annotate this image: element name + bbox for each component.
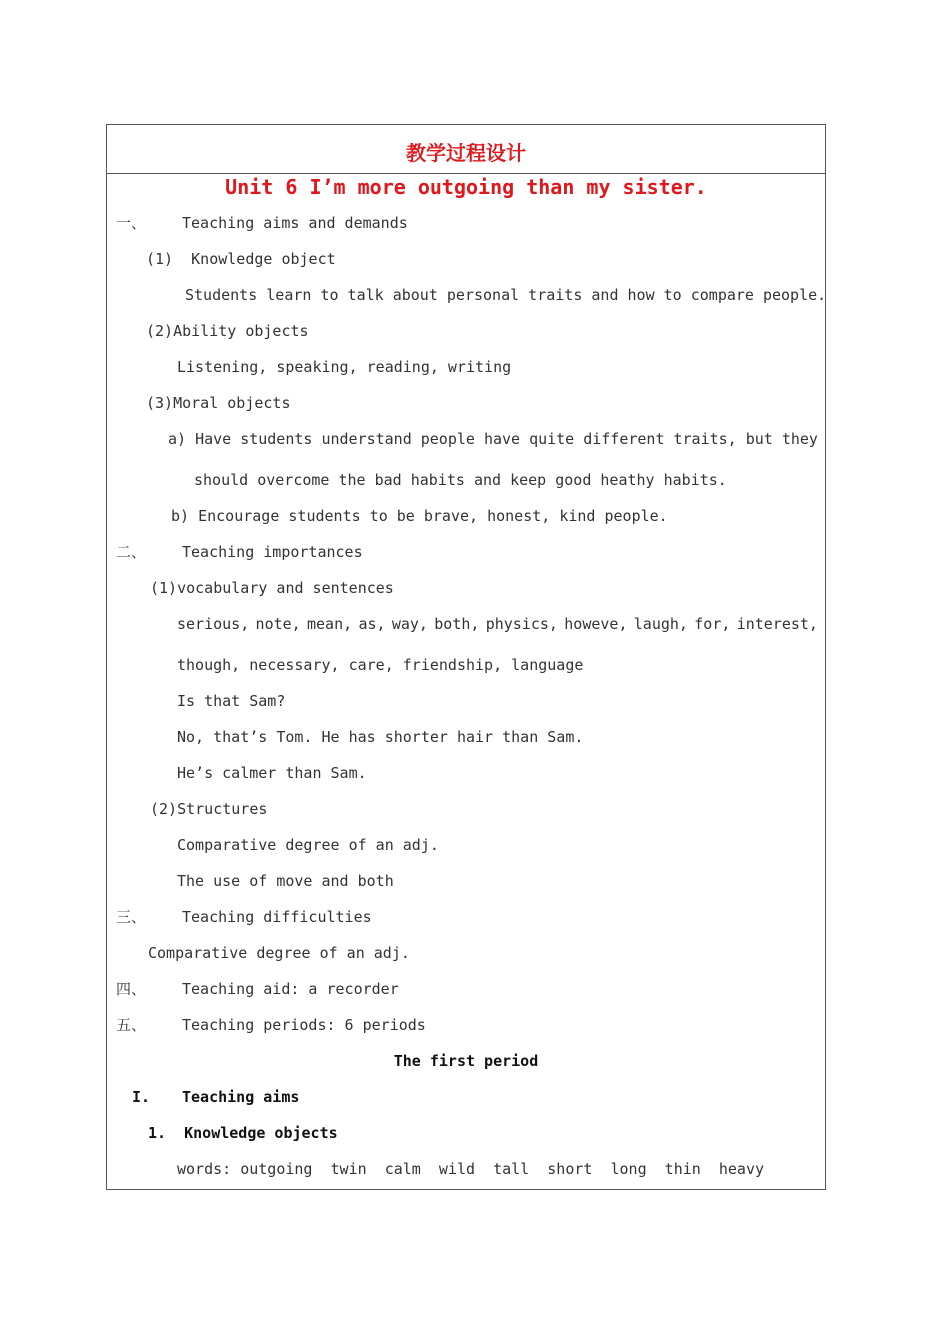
- page-title: 教学过程设计: [406, 141, 526, 165]
- sentence-1: Is that Sam?: [177, 692, 286, 710]
- aims-marker: I.: [132, 1088, 151, 1106]
- section-3-marker: 三、: [116, 908, 147, 926]
- vocabulary-label: (1)vocabulary and sentences: [150, 579, 394, 597]
- sentence-2: No, that’s Tom. He has shorter hair than Sam.: [177, 728, 584, 746]
- section-2-heading: Teaching importances: [182, 543, 363, 561]
- word: but: [745, 430, 773, 448]
- word: understand: [321, 430, 412, 448]
- word: quite: [529, 430, 575, 448]
- moral-object-b: b) Encourage students to be brave, honest, kind people.: [171, 507, 668, 525]
- unit-title: Unit 6 I’m more outgoing than my sister.: [225, 175, 707, 199]
- section-4-marker: 四、: [116, 980, 147, 998]
- word: have: [483, 430, 521, 448]
- knowledge-objects-heading: 1. Knowledge objects: [148, 1124, 338, 1142]
- word: note,: [255, 615, 301, 633]
- word: serious,: [177, 615, 250, 633]
- word: for,: [694, 615, 731, 633]
- word: laugh,: [633, 615, 688, 633]
- word: both,: [434, 615, 480, 633]
- word: as,: [358, 615, 386, 633]
- section-1-heading: Teaching aims and demands: [182, 214, 408, 232]
- word: they: [781, 430, 818, 448]
- table-header-cell: [107, 125, 825, 174]
- word: traits,: [673, 430, 737, 448]
- sentence-3: He’s calmer than Sam.: [177, 764, 367, 782]
- word: interest,: [736, 615, 818, 633]
- section-3-heading: Teaching difficulties: [182, 908, 372, 926]
- moral-object-a: [168, 429, 818, 449]
- word: a): [168, 430, 187, 448]
- ability-objects-label: (2)Ability objects: [146, 322, 309, 340]
- ability-objects-text: Listening, speaking, reading, writing: [177, 358, 512, 376]
- words-list: words: outgoing twin calm wild tall short long thin heavy: [177, 1160, 764, 1178]
- knowledge-object-text: Students learn to talk about personal traits and how to compare people.: [185, 286, 827, 304]
- word: physics,: [485, 615, 558, 633]
- word: students: [240, 430, 313, 448]
- word: different: [583, 430, 665, 448]
- moral-object-a-continued: should overcome the bad habits and keep good heathy habits.: [194, 471, 727, 489]
- aims-heading: Teaching aims: [182, 1088, 300, 1106]
- difficulties-text: Comparative degree of an adj.: [148, 944, 410, 962]
- section-5-heading: Teaching periods: 6 periods: [182, 1016, 426, 1034]
- section-5-marker: 五、: [116, 1016, 147, 1034]
- word: Have: [195, 430, 232, 448]
- knowledge-object-label: (1) Knowledge object: [146, 250, 336, 268]
- section-4-heading: Teaching aid: a recorder: [182, 980, 399, 998]
- structure-2: The use of move and both: [177, 872, 394, 890]
- lesson-plan-table: [106, 124, 826, 1190]
- vocabulary-words: [177, 614, 818, 634]
- word: mean,: [307, 615, 353, 633]
- moral-objects-label: (3)Moral objects: [146, 394, 291, 412]
- word: way,: [391, 615, 428, 633]
- structure-1: Comparative degree of an adj.: [177, 836, 439, 854]
- vocabulary-continued: though, necessary, care, friendship, language: [177, 656, 584, 674]
- word: howeve,: [564, 615, 628, 633]
- structures-label: (2)Structures: [150, 800, 268, 818]
- word: people: [420, 430, 475, 448]
- section-2-marker: 二、: [116, 543, 147, 561]
- period-title: The first period: [393, 1052, 539, 1070]
- section-1-marker: 一、: [116, 214, 147, 232]
